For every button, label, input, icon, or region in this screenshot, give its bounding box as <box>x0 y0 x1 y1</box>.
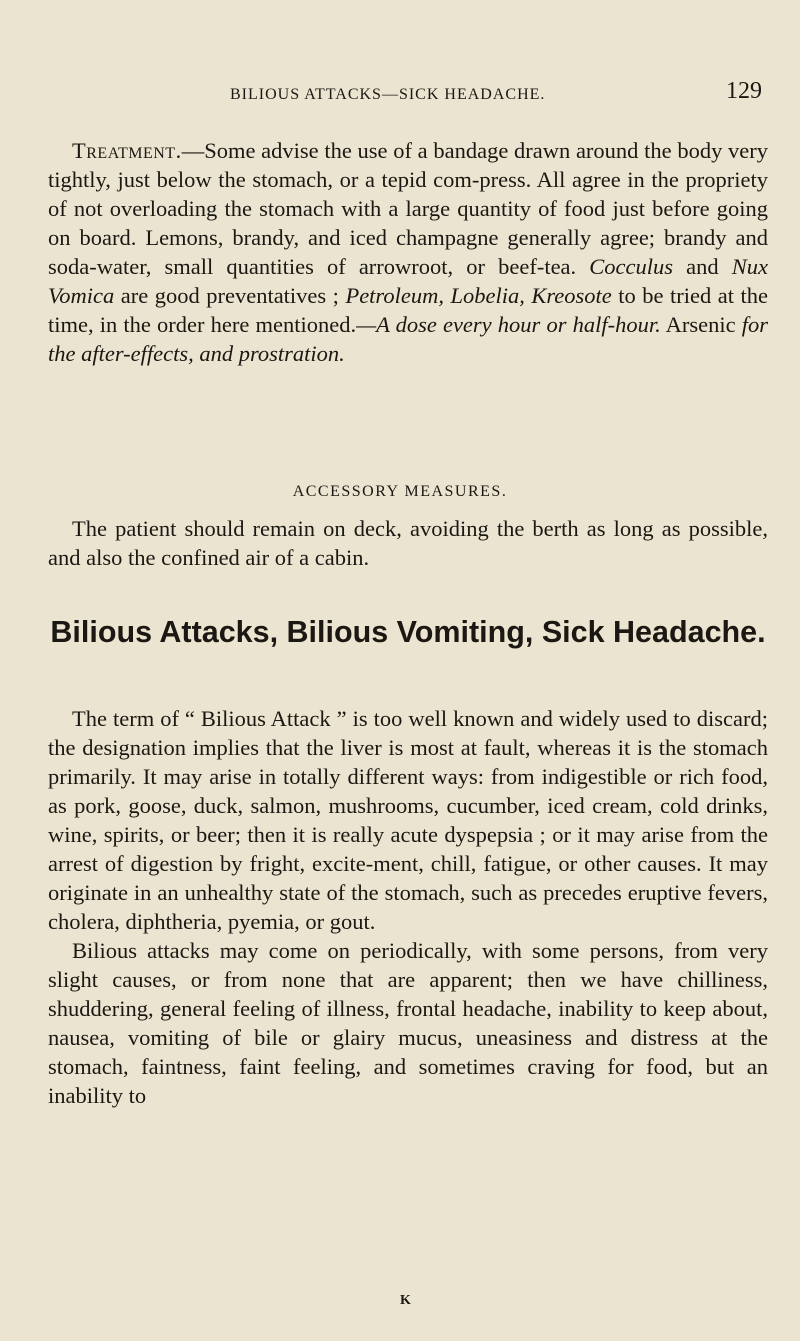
accessory-paragraph <box>48 514 768 572</box>
treatment-lead: Treatment. <box>72 138 182 163</box>
arsenic-note: for the after-effects, and prostration. <box>48 312 768 366</box>
remedy-nux-vomica: Nux Vomica <box>48 254 768 308</box>
section-body <box>48 704 768 1110</box>
dose-instruction: —A dose every hour or half-hour. <box>356 312 661 337</box>
treatment-text-3: to be tried at the time, in the order here mentioned. <box>48 283 768 337</box>
accessory-heading: ACCESSORY MEASURES. <box>292 483 508 500</box>
accessory-text: The patient should remain on deck, avoiding the berth as long as possible, and also the confined air of a cabin. <box>48 516 768 570</box>
page-number: 129 <box>726 78 762 104</box>
section-paragraph-2: Bilious attacks may come on periodically, with some persons, from very slight causes, or from none that are apparent; then we have chilliness, shuddering, general feeling of illness, frontal headache, inability to keep about, nausea, vomiting of bile or glairy mucus, uneasiness and distress at the stomach, faintness, faint feeling, and sometimes craving for food, but an inability to <box>48 938 768 1108</box>
signature-mark: K <box>400 1293 411 1308</box>
remedy-petroleum-lobelia-kreosote: Petroleum, Lobelia, Kreosote <box>345 283 612 308</box>
treatment-and: and <box>673 254 732 279</box>
treatment-text-4: Arsenic <box>660 312 742 337</box>
running-head: BILIOUS ATTACKS—SICK HEADACHE. <box>230 86 546 103</box>
treatment-text-1: —Some advise the use of a bandage drawn around the body very tightly, just below the stomach, or a tepid com-press. All agree in the propriety of not overloading the stomach with a large quantity of food just before going on board. Lemons, brandy, and iced champagne generally agree; brandy and soda-water, small quantities of arrowroot, or beef-tea. <box>48 138 768 279</box>
treatment-paragraph <box>48 136 768 368</box>
treatment-text-2: are good preventatives ; <box>114 283 346 308</box>
section-heading: Bilious Attacks, Bilious Vomiting, Sick Headache. <box>50 615 766 649</box>
remedy-cocculus: Cocculus <box>589 254 674 279</box>
section-paragraph-1: The term of “ Bilious Attack ” is too well known and widely used to discard; the designation implies that the liver is most at fault, whereas it is the stomach primarily. It may arise in totally different ways: from indigestible or rich food, as pork, goose, duck, salmon, mushrooms, cucumber, iced cream, cold drinks, wine, spirits, or beer; then it is really acute dyspepsia ; or it may arise from the arrest of digestion by fright, excite-ment, chill, fatigue, or other causes. It may originate in an unhealthy state of the stomach, such as precedes eruptive fevers, cholera, diphtheria, pyemia, or gout. <box>48 706 768 934</box>
